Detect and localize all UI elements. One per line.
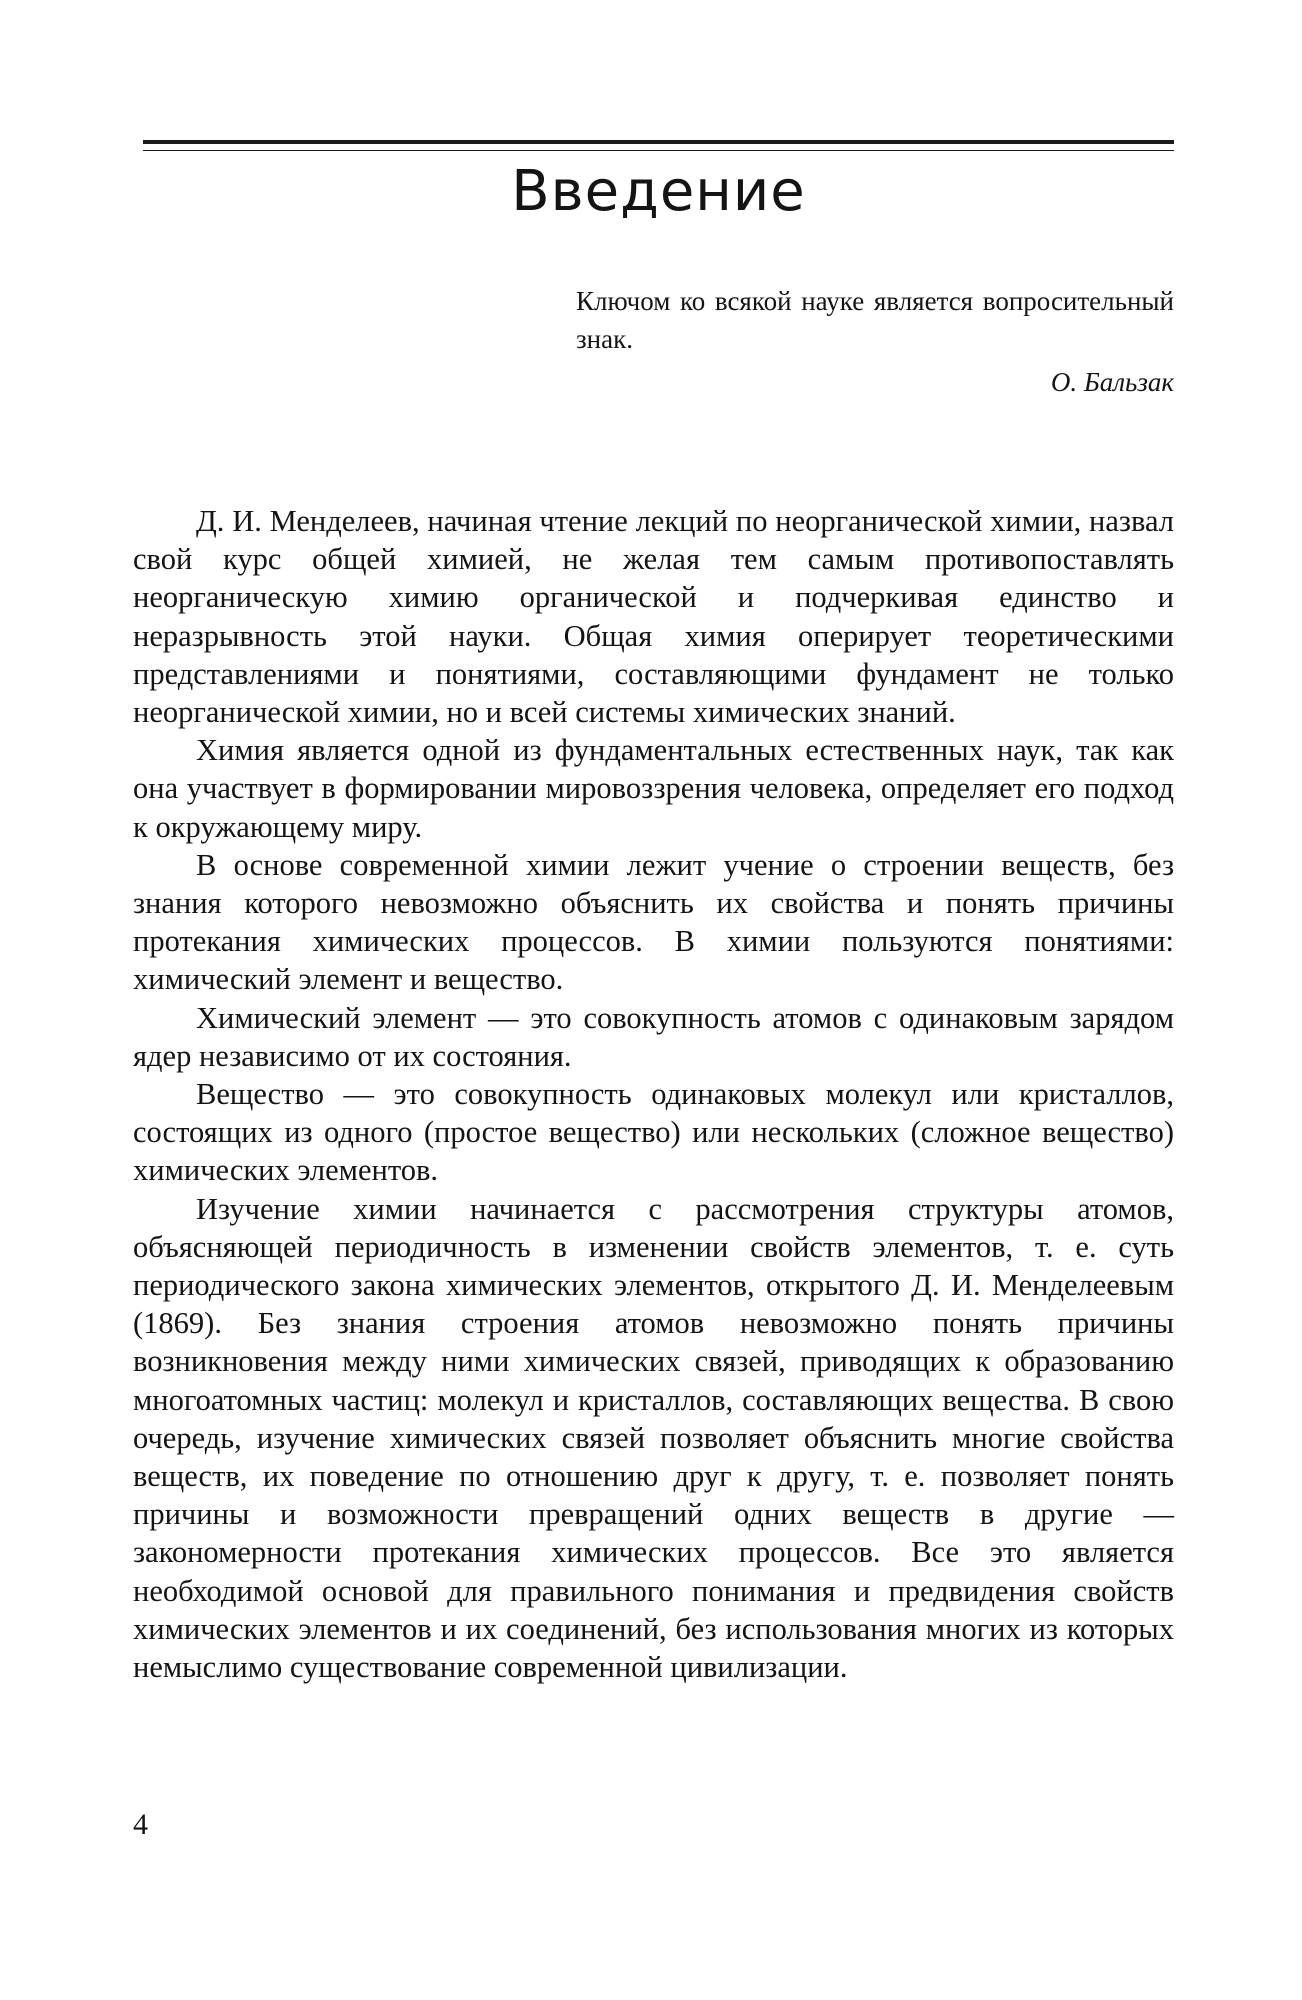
paragraph: Химический элемент — это совокупность атомов с одинаковым зарядом ядер независимо от их состояния.	[133, 1000, 1174, 1073]
body-text	[133, 502, 1174, 1686]
paragraph: Вещество — это совокупность одинаковых молекул или кристаллов, состоящих из одного (простое вещество) или нескольких (сложное вещество) химических элементов.	[133, 1077, 1174, 1188]
header-rule-thick	[143, 140, 1174, 144]
paragraph: В основе современной химии лежит учение о строении веществ, без знания которого невозможно объяснить их свойства и понять причины протекания химических процессов. В химии пользуются понятиями: химический элемент и вещество.	[133, 847, 1174, 997]
epigraph-author: О. Бальзак	[1050, 367, 1174, 397]
paragraph: Химия является одной из фундаментальных естественных наук, так как она участвует в формировании мировоззрения человека, определяет его подход к окружающему миру.	[133, 733, 1174, 844]
paragraph: Д. И. Менделеев, начиная чтение лекций по неорганической химии, назвал свой курс общей химией, не желая тем самым противопоставлять неорганическую химию органической и подчеркивая единство и неразрывность этой науки. Общая химия оперирует теоретическими представлениями и понятиями, составляющими фундамент не только неорганической химии, но и всей системы химических знаний.	[133, 504, 1174, 730]
epigraph-quote: Ключом ко всякой науке является вопросительный знак.	[576, 286, 1174, 354]
paragraph: Изучение химии начинается с рассмотрения структуры атомов, объясняющей периодичность в изменении свойств элементов, т. е. суть периодического закона химических элементов, открытого Д. И. Менделеевым (1869). Без знания строения атомов невозможно понять причины возникновения между ними химических связей, приводящих к образованию многоатомных частиц: молекул и кристаллов, составляющих вещества. В свою очередь, изучение химических связей позволяет объяснить многие свойства веществ, их поведение по отношению друг к другу, т. е. позволяет понять причины и возможности превращений одних веществ в другие — закономерности протекания химических процессов. Все это является необходимой основой для правильного понимания и предвидения свойств химических элементов и их соединений, без использования многих из которых немыслимо существование современной цивилизации.	[133, 1191, 1174, 1685]
page-number: 4	[133, 1808, 148, 1841]
chapter-title: Введение	[511, 159, 806, 224]
header-rule-thin	[143, 150, 1174, 151]
